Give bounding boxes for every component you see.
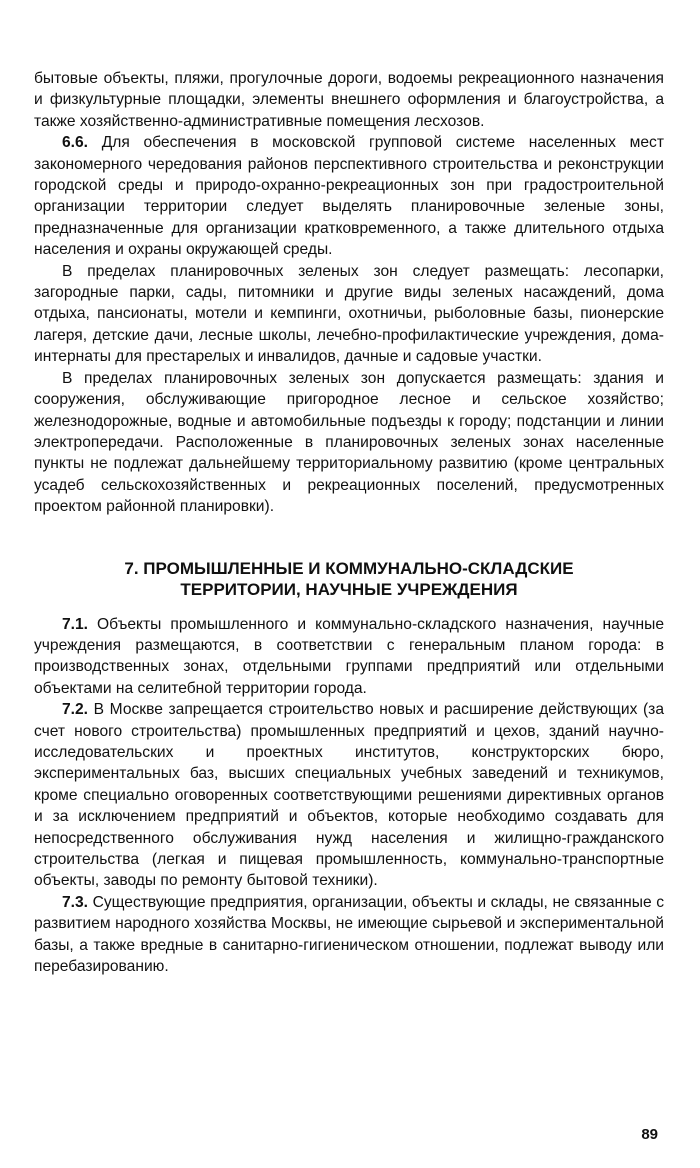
section-heading-line-1: 7. ПРОМЫШЛЕННЫЕ И КОММУНАЛЬНО-СКЛАДСКИЕ <box>124 558 574 578</box>
section-heading-line-2: ТЕРРИТОРИИ, НАУЧНЫЕ УЧРЕЖДЕНИЯ <box>180 579 518 599</box>
paragraph-permitted-placement <box>34 368 664 518</box>
paragraph-allowed-placement <box>34 261 664 368</box>
paragraph-text: бытовые объекты, пляжи, прогулочные дороги, водоемы рекреационного назначения и физкультурные площадки, элементы внешнего оформления и благоустройства, а также хозяйственно-административные помещения лесхозов. <box>34 70 664 130</box>
paragraph-text: В пределах планировочных зеленых зон допускается размещать: здания и сооружения, обслуживающие пригородное лесное и сельское хозяйство; железнодорожные, водные и автомобильные подъезды к городу; подстанции и линии электропередачи. Расположенные в планировочных зеленых зонах населенные пункты не подлежат дальнейшему территориальному развитию (кроме центральных усадеб сельскохозяйственных и рекреационных поселений, предусмотренных проектом районной планировки). <box>34 369 664 516</box>
paragraph-7-1 <box>34 614 664 700</box>
paragraph-7-3 <box>34 892 664 978</box>
paragraph-text: В пределах планировочных зеленых зон следует размещать: лесопарки, загородные парки, сады, питомники и другие виды зеленых насаждений, дома отдыха, пансионаты, мотели и кемпинги, охотничьи, рыболовные базы, пионерские лагеря, детские дачи, лесные школы, лечебно-профилактические учреждения, дома-интернаты для престарелых и инвалидов, дачные и садовые участки. <box>34 262 664 366</box>
clause-number: 7.3. <box>62 893 89 911</box>
clause-number: 6.6. <box>62 134 89 152</box>
page-number: 89 <box>641 1126 658 1143</box>
paragraph-text: В Москве запрещается строительство новых и расширение действующих (за счет нового строительства) промышленных предприятий и цехов, зданий научно-исследовательских и проектных институтов, конструкторских бюро, экспериментальных баз, высших специальных учебных заведений и техникумов, кроме специально оговоренных соответствующими решениями директивных органов и за исключением предприятий и объектов, которые необходимо создавать для непосредственного обслуживания нужд населения и жилищно-гражданского строительства (легкая и пищевая промышленность, коммунально-транспортные объекты, заводы по ремонту бытовой техники). <box>34 701 664 890</box>
paragraph-6-6 <box>34 132 664 260</box>
paragraph-7-2 <box>34 699 664 892</box>
paragraph-text: Существующие предприятия, организации, объекты и склады, не связанные с развитием народного хозяйства Москвы, не имеющие сырьевой и экспериментальной базы, а также вредные в санитарно-гигиеническом отношении, подлежат выводу или перебазированию. <box>34 893 664 976</box>
clause-number: 7.1. <box>62 615 89 633</box>
page-body <box>34 68 664 977</box>
paragraph-continuation <box>34 68 664 132</box>
paragraph-text: Для обеспечения в московской групповой системе населенных мест закономерного чередования районов перспективного строительства и реконструкции городской среды и природо-охранно-рекреационных зон при градостроительной организации территории следует выделять планировочные зеленые зоны, предназначенные для организации кратковременного, а также длительного отдыха населения и охраны окружающей среды. <box>34 134 664 259</box>
clause-number: 7.2. <box>62 701 89 719</box>
paragraph-text: Объекты промышленного и коммунально-складского назначения, научные учреждения размещаются, в соответствии с генеральным планом города: в производственных зонах, отдельными группами предприятий или отдельными объектами на селитебной территории города. <box>34 615 664 697</box>
section-heading <box>34 558 664 600</box>
